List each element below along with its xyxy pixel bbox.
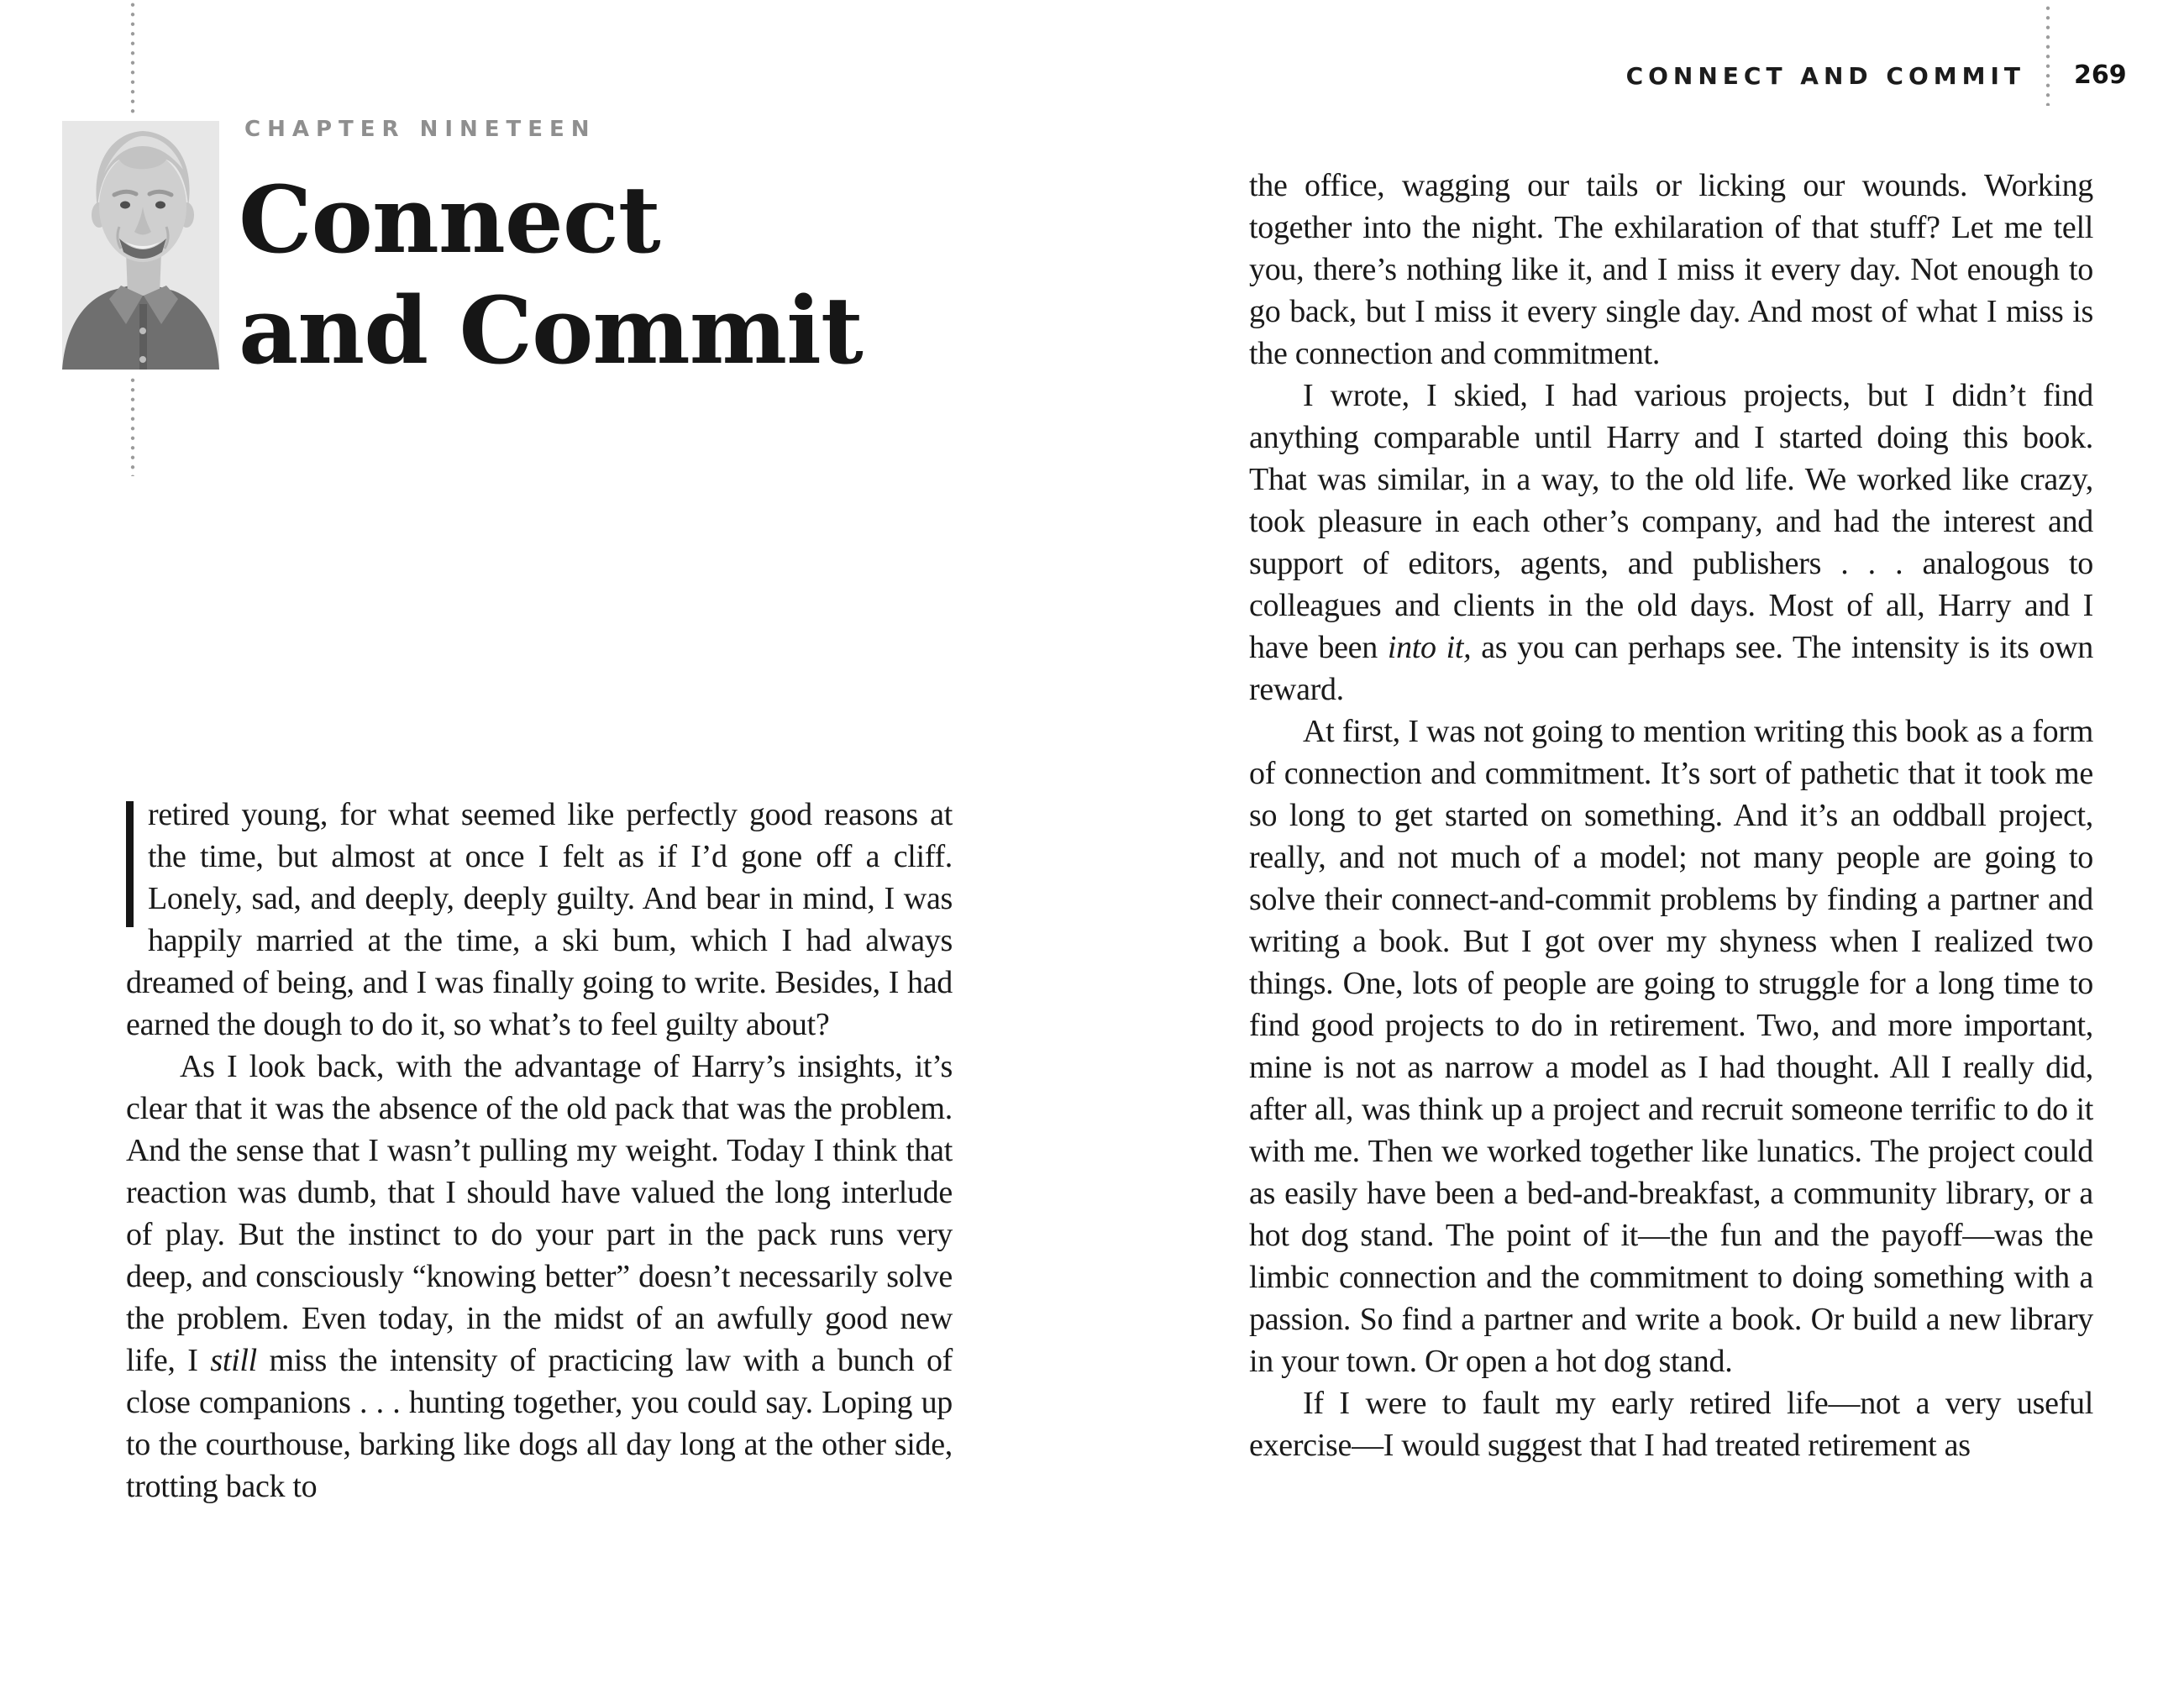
text-segment: miss the intensity of practicing law with a bunch of close companions . . . hunting together, you could say. Loping up to the courthouse, barking like dogs all day long at the other side, trotting back to bbox=[126, 1343, 953, 1504]
text-segment: As I look back, with the advantage of Harry’s insights, it’s clear that it was the absence of the old pack that was the problem. And the sense that I wasn’t pulling my weight. Today I think that reaction was dumb, that I should have valued the long interlude of play. But the instinct to do your part in the pack runs very deep, and consciously “knowing better” doesn’t necessarily solve the problem. Even today, in the midst of an awfully good new life, I bbox=[126, 1049, 953, 1378]
text-segment: as you can perhaps see. The intensity is its own reward. bbox=[1249, 630, 2093, 707]
text-segment: I wrote, I skied, I had various projects, but I didn’t find anything comparable until Harry and I started doing this book. That was similar, in a way, to the old life. We worked like crazy, took pleasure in each other’s company, and had the interest and support of editors, agents, and publishers . . . analogous to colleagues and clients in the old days. Most of all, Harry and I have been bbox=[1249, 378, 2093, 665]
italic-text-segment: still bbox=[210, 1343, 257, 1378]
chapter-title-line2: and Commit bbox=[239, 276, 863, 385]
paragraph bbox=[126, 1046, 953, 1507]
paragraph bbox=[1249, 375, 2093, 710]
running-header: CONNECT AND COMMIT bbox=[1625, 62, 2025, 90]
left-text-column bbox=[126, 794, 953, 1507]
chapter-title-line1: Connect bbox=[239, 165, 660, 274]
page-number: 269 bbox=[2074, 60, 2127, 90]
paragraph bbox=[1249, 165, 2093, 375]
chapter-kicker: CHAPTER NINETEEN bbox=[244, 117, 596, 142]
paragraph bbox=[126, 794, 953, 1046]
paragraph bbox=[1249, 710, 2093, 1382]
dotted-rule-left-bottom bbox=[130, 375, 135, 476]
right-text-column bbox=[1249, 165, 2093, 1466]
dotted-rule-left-top bbox=[130, 0, 135, 118]
text-segment: the office, wagging our tails or licking our wounds. Working together into the night. The exhilaration of that stuff? Let me tell you, there’s nothing like it, and I miss it every day. Not enough to go back, but I miss it every single day. And most of what I miss is the connection and commitment. bbox=[1249, 168, 2093, 371]
chapter-title bbox=[239, 165, 863, 386]
text-segment: At first, I was not going to mention writing this book as a form of connection and commitment. It’s sort of pathetic that it took me so long to get started on something. And it’s an oddball project, really, and not much of a model; not many people are going to solve their connect-and-commit problems by finding a partner and writing a book. But I got over my shyness when I realized two things. One, lots of people are going to struggle for a long time to find good projects to do in retirement. Two, and more important, mine is not as narrow a model as I had thought. All I really did, after all, was think up a project and recruit someone terrific to do it with me. Then we worked together like lunatics. The project could as easily have been a bed-and-breakfast, a community library, or a hot dog stand. The point of it—the fun and the payoff—was the limbic connection and the commitment to doing something with a passion. So find a partner and write a book. Or build a new library in your town. Or open a hot dog stand. bbox=[1249, 714, 2093, 1379]
chapter-author-photo bbox=[62, 121, 219, 370]
dropcap-letter-i bbox=[126, 801, 134, 927]
text-segment: If I were to fault my early retired life—not a very useful exercise—I would suggest that I had treated retirement as bbox=[1249, 1386, 2093, 1463]
italic-text-segment: into it, bbox=[1387, 630, 1472, 665]
text-segment: retired young, for what seemed like perfectly good reasons at the time, but almost at once I felt as if I’d gone off a cliff. Lonely, sad, and deeply, deeply guilty. And bear in mind, I was happily married at the time, a ski bum, which I had always dreamed of being, and I was finally going to write. Besides, I had earned the dough to do it, so what’s to feel guilty about? bbox=[126, 797, 953, 1042]
dotted-rule-header bbox=[2045, 3, 2050, 106]
portrait-photo-illustration bbox=[62, 121, 219, 370]
paragraph bbox=[1249, 1382, 2093, 1466]
